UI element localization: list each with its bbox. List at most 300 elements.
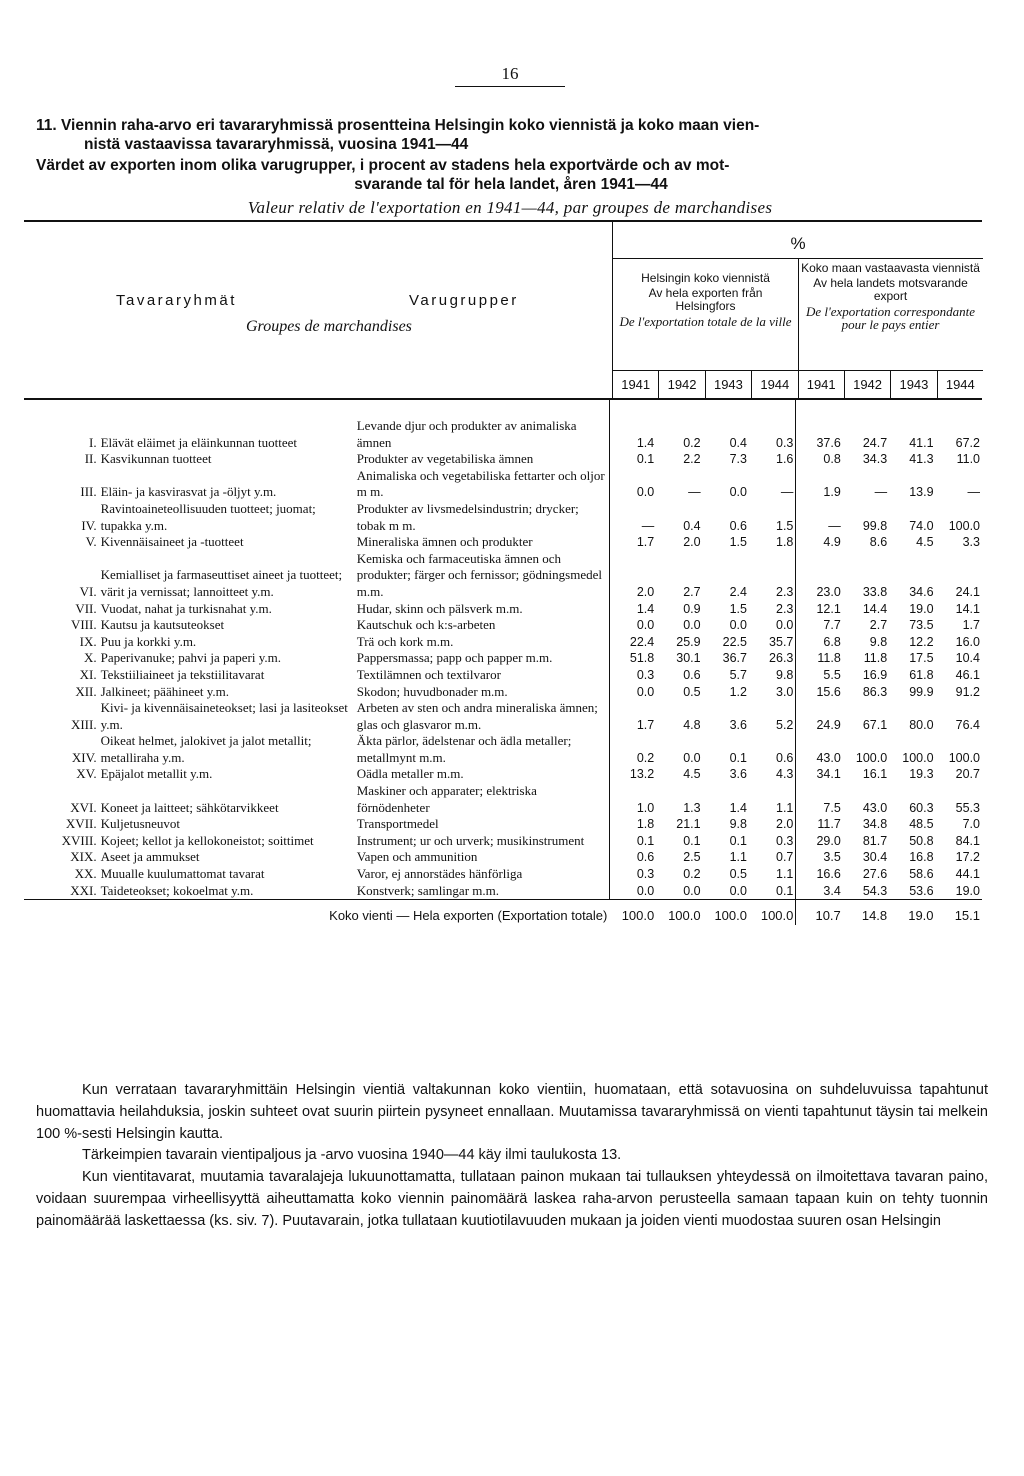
row-value: 0.1: [729, 750, 747, 765]
row-value: 11.8: [863, 651, 888, 666]
table-row: [24, 650, 982, 667]
row-label-finnish: Muualle kuulumattomat tavarat: [100, 866, 265, 882]
row-label-finnish: Kivennäisaineet ja -tuotteet: [100, 534, 244, 550]
year-label: 1943: [891, 371, 937, 399]
row-value: 6.8: [823, 634, 841, 649]
row-value: 1.5: [749, 501, 796, 534]
row-value: 17.2: [955, 850, 980, 865]
year-label: 1941: [613, 371, 659, 399]
header-years: [613, 370, 983, 399]
row-label-swedish: Produkter av livsmedelsindustrin; drycker; tobak m m.: [355, 501, 610, 534]
row-number: II.: [84, 451, 97, 467]
row-value: 34.6: [909, 584, 934, 599]
row-value: 3.3: [962, 535, 980, 550]
row-value: 81.7: [862, 833, 888, 848]
table-row: [24, 601, 982, 618]
row-value: 2.0: [749, 816, 796, 833]
row-value: —: [749, 468, 796, 501]
row-value: 13.2: [629, 767, 655, 782]
row-number: XVII.: [65, 816, 97, 832]
row-value: 0.5: [729, 867, 747, 882]
header-col-swedish: Varugrupper: [409, 292, 519, 309]
table-row: [24, 783, 982, 816]
total-value: 15.1: [936, 900, 982, 925]
row-value: 76.4: [955, 717, 980, 732]
row-value: 1.4: [636, 435, 655, 450]
header-value-columns: [612, 222, 983, 398]
row-value: 58.6: [909, 867, 934, 882]
row-value: 4.5: [916, 535, 934, 550]
total-value: 100.0: [656, 900, 702, 925]
row-value: 33.8: [862, 584, 888, 599]
row-value: 0.4: [683, 518, 701, 533]
row-value: 34.1: [816, 767, 841, 782]
row-value: 0.5: [683, 684, 701, 699]
table-row: [24, 833, 982, 850]
row-value: 20.7: [955, 767, 980, 782]
year-label: 1941: [799, 371, 845, 399]
row-label-swedish: Kautschuk och k:s-arbeten: [355, 617, 610, 634]
row-value: 0.6: [683, 667, 701, 682]
row-number: XX.: [74, 866, 97, 882]
row-value: 22.4: [629, 634, 655, 649]
row-value: 2.0: [636, 584, 655, 599]
row-value: 35.7: [749, 634, 796, 651]
row-value: 1.3: [683, 800, 701, 815]
row-value: 9.8: [729, 817, 747, 832]
row-value: 67.1: [862, 717, 888, 732]
row-value: 12.2: [909, 634, 934, 649]
row-label-finnish: Eläin- ja kasvirasvat ja -öljyt y.m.: [100, 484, 277, 500]
row-value: 0.1: [636, 833, 655, 848]
row-number: VI.: [79, 583, 97, 599]
row-label-swedish: Äkta pärlor, ädelstenar och ädla metaller; metallmynt m.m.: [355, 733, 610, 766]
row-number: IX.: [79, 633, 97, 649]
header-col-finnish: Tavararyhmät: [116, 292, 237, 309]
row-value: 67.2: [955, 435, 980, 450]
row-value: 100.0: [948, 518, 980, 533]
title-finnish: [36, 116, 986, 154]
row-value: 0.3: [749, 400, 796, 451]
row-value: 3.5: [823, 850, 841, 865]
row-value: 1.7: [636, 717, 655, 732]
row-value: 34.3: [862, 452, 888, 467]
row-value: 14.1: [955, 601, 980, 616]
row-label-finnish: Aseet ja ammukset: [100, 849, 200, 865]
row-label-finnish: Paperivanuke; pahvi ja paperi y.m.: [100, 650, 281, 666]
table-row: [24, 551, 982, 601]
year-label: 1944: [752, 371, 798, 399]
table-header: [24, 222, 982, 400]
row-value: 14.4: [862, 601, 888, 616]
row-value: 5.5: [823, 667, 841, 682]
group-helsinki-fr: De l'exportation totale de la ville: [619, 314, 792, 329]
row-label-swedish: Maskiner och apparater; elektriska förnödenheter: [355, 783, 610, 816]
table-rows: [24, 400, 982, 900]
row-value: 0.0: [683, 883, 701, 898]
row-value: 24.7: [862, 435, 888, 450]
row-number: VIII.: [70, 617, 97, 633]
row-value: 16.9: [862, 667, 888, 682]
row-value: 5.2: [749, 700, 796, 733]
row-value: 30.1: [676, 651, 701, 666]
row-label-swedish: Produkter av vegetabiliska ämnen: [355, 451, 610, 468]
row-value: 51.8: [629, 651, 655, 666]
row-value: 0.0: [729, 883, 747, 898]
row-value: 8.6: [869, 535, 888, 550]
row-value: 34.8: [862, 817, 888, 832]
row-value: 1.2: [729, 684, 747, 699]
row-label-finnish: Epäjalot metallit y.m.: [100, 766, 213, 782]
row-value: 1.1: [729, 850, 747, 865]
row-value: 2.0: [683, 535, 701, 550]
row-value: 43.0: [862, 800, 888, 815]
page-number: 16: [455, 64, 565, 87]
row-value: 16.0: [955, 634, 980, 649]
row-value: 41.1: [909, 435, 934, 450]
row-label-swedish: Mineraliska ämnen och produkter: [355, 534, 610, 551]
row-value: 73.5: [909, 618, 934, 633]
row-number: XII.: [75, 683, 97, 699]
row-value: 13.9: [909, 485, 934, 500]
row-value: 1.1: [749, 866, 796, 883]
row-value: 0.2: [683, 867, 701, 882]
row-value: 11.7: [817, 817, 841, 832]
row-label-finnish: Jalkineet; päähineet y.m.: [100, 683, 229, 699]
row-number: V.: [85, 534, 97, 550]
row-value: 9.8: [869, 634, 888, 649]
row-value: 0.3: [636, 667, 655, 682]
table-row: [24, 400, 982, 451]
row-label-finnish: Vuodat, nahat ja turkisnahat y.m.: [100, 600, 272, 616]
body-paragraph: Tärkeimpien tavarain vientipaljous ja -arvo vuosina 1940—44 käy ilmi taulukosta 13.: [82, 1147, 622, 1164]
row-label-swedish: Oädla metaller m.m.: [355, 766, 610, 783]
row-value: 0.1: [636, 452, 655, 467]
row-label-swedish: Skodon; huvudbonader m.m.: [355, 684, 610, 701]
row-label-finnish: Taideteokset; kokoelmat y.m.: [100, 882, 254, 898]
row-number: XIV.: [71, 749, 97, 765]
table-row: [24, 617, 982, 634]
table-row: [24, 534, 982, 551]
row-value: 0.4: [729, 435, 747, 450]
title-finnish-line2: nistä vastaavissa tavararyhmissä, vuosina 1941—44: [84, 136, 469, 153]
total-value: 100.0: [703, 900, 749, 925]
total-value: 10.7: [796, 900, 843, 925]
row-value: 16.6: [816, 867, 841, 882]
row-label-finnish: Kasvikunnan tuotteet: [100, 451, 212, 467]
group-helsinki-fi: Helsingin koko viennistä: [641, 271, 770, 285]
row-value: 27.6: [862, 867, 888, 882]
row-value: 37.6: [816, 435, 841, 450]
row-value: 2.3: [749, 551, 796, 601]
row-value: 29.0: [816, 833, 841, 848]
row-value: 9.8: [749, 667, 796, 684]
row-label-swedish: Trä och kork m.m.: [355, 634, 610, 651]
row-value: 4.5: [683, 767, 701, 782]
row-value: 0.0: [683, 750, 701, 765]
row-label-finnish: Ravintoaineteollisuuden tuotteet; juomat; tupakka y.m.: [100, 500, 316, 533]
row-value: 1.7: [636, 535, 655, 550]
row-label-finnish: Kautsu ja kautsuteokset: [100, 617, 225, 633]
row-value: 22.5: [722, 634, 747, 649]
row-value: 2.3: [749, 601, 796, 618]
table-row: [24, 451, 982, 468]
row-value: 100.0: [948, 750, 980, 765]
row-value: —: [967, 485, 980, 500]
row-value: 0.3: [636, 867, 655, 882]
row-value: 26.3: [749, 650, 796, 667]
row-value: 15.6: [816, 684, 841, 699]
row-value: 99.8: [862, 518, 888, 533]
row-value: 54.3: [862, 883, 888, 898]
row-value: 0.1: [683, 833, 701, 848]
row-value: 43.0: [816, 750, 841, 765]
row-value: 5.7: [729, 667, 747, 682]
row-value: 10.4: [955, 651, 980, 666]
row-label-swedish: Hudar, skinn och pälsverk m.m.: [355, 601, 610, 618]
row-value: 100.0: [902, 750, 934, 765]
row-value: 0.6: [749, 733, 796, 766]
row-value: 0.2: [683, 435, 701, 450]
row-value: —: [641, 518, 655, 533]
table-row: [24, 883, 982, 900]
row-label-finnish: Kojeet; kellot ja kellokoneistot; soittimet: [100, 832, 314, 848]
row-value: 0.9: [683, 601, 701, 616]
row-value: 1.0: [636, 800, 655, 815]
table-row: [24, 667, 982, 684]
row-label-finnish: Kemialliset ja farmaseuttiset aineet ja tuotteet; värit ja vernissat; lannoitteet y.m.: [100, 567, 343, 599]
header-group-helsinki: [613, 258, 799, 370]
group-helsinki-sv: Av hela exporten från Helsingfors: [648, 286, 763, 313]
row-value: 0.0: [636, 618, 655, 633]
row-value: 36.7: [722, 651, 747, 666]
row-value: 2.2: [683, 452, 701, 467]
row-label-finnish: Kivi- ja kivennäisaineteokset; lasi ja lasiteokset y.m.: [100, 700, 348, 732]
row-value: 1.9: [823, 485, 841, 500]
row-number: XI.: [79, 666, 97, 682]
row-value: 7.0: [962, 817, 980, 832]
row-label-swedish: Levande djur och produkter av animaliska ämnen: [355, 400, 610, 451]
row-value: 2.7: [869, 618, 888, 633]
row-label-swedish: Transportmedel: [355, 816, 610, 833]
row-value: 0.1: [749, 883, 796, 900]
row-value: 46.1: [955, 667, 980, 682]
row-number: XXI.: [70, 882, 97, 898]
row-label-swedish: Instrument; ur och urverk; musikinstrument: [355, 833, 610, 850]
total-value: 100.0: [749, 900, 796, 925]
row-value: 7.3: [729, 452, 747, 467]
row-value: 53.6: [909, 883, 934, 898]
row-value: 7.5: [823, 800, 841, 815]
year-label: 1943: [706, 371, 752, 399]
table-row: [24, 634, 982, 651]
row-label-swedish: Konstverk; samlingar m.m.: [355, 883, 610, 900]
row-number: I.: [89, 434, 97, 450]
group-country-fi: Koko maan vastaavasta viennistä: [801, 261, 980, 275]
row-value: 23.0: [816, 584, 841, 599]
row-value: 19.3: [909, 767, 934, 782]
row-number: XIX.: [70, 849, 97, 865]
row-value: 0.0: [729, 485, 747, 500]
row-value: 3.6: [729, 767, 747, 782]
header-group-country: [798, 258, 983, 370]
row-value: 1.6: [749, 451, 796, 468]
header-category-labels: [24, 222, 612, 398]
row-value: 3.0: [749, 684, 796, 701]
title-french: Valeur relativ de l'exportation en 1941—44, par groupes de marchandises: [247, 198, 773, 217]
row-number: XIII.: [70, 716, 97, 732]
row-value: 25.9: [676, 634, 701, 649]
row-label-finnish: Koneet ja laitteet; sähkötarvikkeet: [100, 799, 279, 815]
row-value: 4.3: [749, 766, 796, 783]
row-label-swedish: Kemiska och farmaceutiska ämnen och produkter; färger och fernissor; gödningsmedel m.m.: [355, 551, 610, 601]
row-value: 2.4: [729, 584, 747, 599]
year-label: 1942: [845, 371, 891, 399]
row-number: XVI.: [70, 799, 97, 815]
row-value: 74.0: [909, 518, 934, 533]
title-swedish-line1: Värdet av exporten inom olika varugrupper, i procent av stadens hela exportvärde och av mot-: [36, 157, 730, 174]
row-label-swedish: Textilämnen och textilvaror: [355, 667, 610, 684]
total-value: 100.0: [609, 900, 656, 925]
row-number: XVIII.: [61, 832, 97, 848]
row-value: 11.8: [817, 651, 841, 666]
row-value: 41.3: [909, 452, 934, 467]
row-value: 91.2: [955, 684, 980, 699]
total-value: 19.0: [889, 900, 935, 925]
row-label-finnish: Kuljetusneuvot: [100, 816, 181, 832]
export-table: [24, 220, 982, 925]
row-value: 0.6: [636, 850, 655, 865]
row-number: VII.: [75, 600, 97, 616]
row-value: 24.1: [955, 584, 980, 599]
row-value: 11.0: [956, 452, 980, 467]
row-value: 0.0: [683, 618, 701, 633]
year-label: 1944: [945, 377, 975, 392]
row-value: 2.7: [683, 584, 701, 599]
body-text: [36, 1080, 988, 1233]
row-value: 1.4: [636, 601, 655, 616]
row-value: 0.1: [729, 833, 747, 848]
row-value: 61.8: [909, 667, 934, 682]
row-value: 17.5: [909, 651, 934, 666]
row-value: 4.8: [683, 717, 701, 732]
row-value: 0.7: [749, 849, 796, 866]
row-value: 21.1: [676, 817, 701, 832]
row-value: 0.0: [729, 618, 747, 633]
table-row: [24, 816, 982, 833]
row-value: 1.5: [729, 535, 747, 550]
row-value: 1.8: [749, 534, 796, 551]
table-row: [24, 733, 982, 766]
row-value: 44.1: [955, 867, 980, 882]
row-label-swedish: Pappersmassa; papp och papper m.m.: [355, 650, 610, 667]
row-value: 1.1: [749, 783, 796, 816]
row-label-swedish: Vapen och ammunition: [355, 849, 610, 866]
row-value: 16.8: [909, 850, 934, 865]
group-country-sv: Av hela landets motsvarande export: [813, 276, 968, 303]
row-label-finnish: Tekstiiliaineet ja tekstiilitavarat: [100, 666, 265, 682]
body-paragraph: Kun verrataan tavararyhmittäin Helsingin vientiä valtakunnan koko vientiin, huomataan, että sotavuosina on suhdeluvuissa tapahtunut huomattavia heilahduksia, joskin suhteet ovat suurin piirtein pysyneet ennallaan. Muutamissa tavararyhmissä on vienti tapahtunut täysin tai melkein 100 %-sesti Helsingin kautta.: [36, 1082, 988, 1142]
row-value: 0.8: [823, 452, 841, 467]
row-value: 80.0: [909, 717, 934, 732]
row-value: 3.6: [729, 717, 747, 732]
row-value: 2.5: [683, 850, 701, 865]
row-value: 0.0: [636, 684, 655, 699]
header-col-french: Groupes de marchandises: [246, 318, 412, 335]
row-value: 84.1: [955, 833, 980, 848]
table-row: [24, 849, 982, 866]
row-number: XV.: [76, 766, 97, 782]
row-value: 1.7: [962, 618, 980, 633]
row-number: IV.: [81, 517, 97, 533]
row-value: 0.0: [636, 485, 655, 500]
row-value: 0.2: [636, 750, 655, 765]
row-value: 0.6: [729, 518, 747, 533]
table-row: [24, 700, 982, 733]
row-value: 24.9: [816, 717, 841, 732]
row-value: 3.4: [823, 883, 841, 898]
group-country-fr: De l'exportation correspondante pour le pays entier: [805, 304, 976, 332]
row-value: 0.0: [749, 617, 796, 634]
row-value: 50.8: [909, 833, 934, 848]
row-value: 100.0: [855, 750, 888, 765]
row-value: —: [688, 485, 701, 500]
row-value: 99.9: [909, 684, 934, 699]
row-value: 1.8: [636, 817, 655, 832]
row-value: 19.0: [955, 883, 980, 898]
row-value: —: [828, 518, 841, 533]
row-number: III.: [80, 484, 97, 500]
row-value: 1.4: [729, 800, 747, 815]
row-value: 16.1: [862, 767, 888, 782]
row-value: 0.3: [749, 833, 796, 850]
row-value: —: [874, 485, 888, 500]
row-number: X.: [83, 650, 97, 666]
row-value: 86.3: [862, 684, 888, 699]
row-value: 48.5: [909, 817, 934, 832]
total-row: [24, 900, 982, 925]
title-finnish-line1: 11. Viennin raha-arvo eri tavararyhmissä prosentteina Helsingin koko viennistä ja koko maan vien-: [36, 117, 760, 134]
row-value: 4.9: [823, 535, 841, 550]
total-value: 14.8: [843, 900, 889, 925]
row-label-swedish: Animaliska och vegetabiliska fettarter och oljor m m.: [355, 468, 610, 501]
title-swedish-line2: svarande tal för hela landet, åren 1941—44: [354, 176, 668, 193]
row-value: 7.7: [823, 618, 841, 633]
data-table-body: [24, 400, 982, 925]
row-label-swedish: Varor, ej annorstädes hänförliga: [355, 866, 610, 883]
row-value: 55.3: [955, 800, 980, 815]
table-row: [24, 766, 982, 783]
row-label-finnish: Elävät eläimet ja eläinkunnan tuotteet: [100, 434, 297, 450]
row-value: 30.4: [862, 850, 888, 865]
total-label: Koko vienti — Hela exporten (Exportation totale): [24, 900, 609, 925]
row-label-finnish: Puu ja korkki y.m.: [100, 633, 197, 649]
row-value: 1.5: [729, 601, 747, 616]
year-label: 1942: [659, 371, 705, 399]
row-value: 60.3: [909, 800, 934, 815]
table-row: [24, 468, 982, 501]
table-row: [24, 501, 982, 534]
row-value: 0.0: [636, 883, 655, 898]
row-value: 19.0: [909, 601, 934, 616]
title-swedish: [36, 156, 986, 194]
row-label-swedish: Arbeten av sten och andra mineraliska ämnen; glas och glasvaror m.m.: [355, 700, 610, 733]
table-row: [24, 866, 982, 883]
table-row: [24, 684, 982, 701]
row-label-finnish: Oikeat helmet, jalokivet ja jalot metallit; metalliraha y.m.: [100, 733, 312, 765]
body-paragraph: Kun vientitavarat, muutamia tavaralajeja lukuunottamatta, tullataan painon mukaan tai tullauksen yhteydessä on ilmoitettava tavaran paino, voidaan suurempaa virheellisyyttä aiheuttamatta koko viennin painomäärä laskea raha-arvon perusteella samaan tapaan kuin on tehty tuonnin painomäärää laskettaessa (ks. siv. 7). Puutavarain, jotka tullataan kuutiotilavuuden mukaan ja joiden vienti muodostaa suuren osan Helsingin: [36, 1169, 988, 1229]
row-value: 12.1: [816, 601, 841, 616]
